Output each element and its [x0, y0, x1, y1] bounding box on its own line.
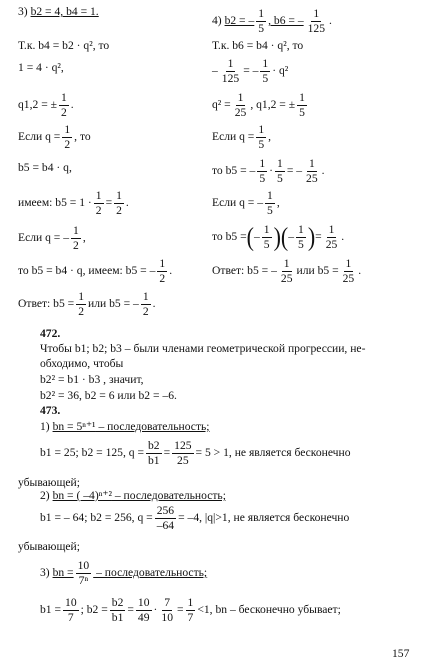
right-q-values: q² = $\frac{1}{25}$ , q1,2 = ± $\frac{1}{5}$ — [212, 91, 305, 119]
left-then-b5: то b5 = b4 · q, имеем: b5 = – $\frac{1}{2}$ . — [18, 257, 173, 285]
right-if-negative: Если q = – $\frac{1}{5}$ , — [212, 189, 280, 217]
left-q-values: q1,2 = ± $\frac{1}{2}$ . — [18, 91, 74, 119]
left-have: имеем: b5 = 1 · $\frac{1}{2}$ = $\frac{1}{2}$ . — [18, 189, 129, 217]
left-condition: b2 = 4, b4 = 1. — [30, 5, 99, 18]
fraction: $\frac{1}{5}$ — [262, 57, 269, 85]
fraction: $\frac{1}{2}$ — [64, 123, 71, 151]
fraction: $\frac{10}{\text{7ⁿ}}$ — [77, 559, 90, 587]
fraction: $\frac{1}{2}$ — [61, 91, 67, 119]
fraction: $\frac{1}{5}$ — [299, 91, 305, 119]
fraction: $\frac{1}{125}$ — [307, 7, 326, 35]
fraction: $\frac{1}{2}$ — [95, 189, 102, 217]
problem-473-number: 473. — [40, 404, 61, 417]
fraction: $\frac{10}{49}$ — [137, 596, 150, 624]
case-3-header: 3) bn = $\frac{10}{\text{7ⁿ}}$ – последовательность; — [40, 559, 208, 587]
right-if-positive: Если q = $\frac{1}{5}$ , — [212, 123, 272, 151]
fraction: $\frac{1}{5}$ — [298, 223, 304, 251]
right-case-header: 4) b2 = – $\frac{1}{5}$ , b6 = – $\frac{1}{125}$ . — [212, 7, 332, 35]
right-answer: Ответ: b5 = – $\frac{1}{25}$ или b5 = $\frac{1}{25}$ . — [212, 257, 362, 285]
page-number: 157 — [392, 647, 410, 660]
left-answer: Ответ: b5 = $\frac{1}{2}$ или b5 = – $\frac{1}{2}$ . — [18, 290, 156, 318]
fraction: $\frac{1}{2}$ — [159, 257, 166, 285]
fraction: $\frac{1}{25}$ — [325, 223, 338, 251]
case-1-wrap: убывающей; — [18, 476, 80, 489]
fraction: $\frac{b2}{b1}$ — [148, 439, 160, 467]
case-3-sequence: bn = $\frac{10}{\text{7ⁿ}}$ – последовательность; — [52, 559, 208, 587]
case-1-values: b1 = 25; b2 = 125, q = $\frac{b2}{b1}$ = $\frac{125}{25}$ = 5 > 1, не является бесконечно — [40, 439, 351, 467]
fraction: $\frac{b2}{b1}$ — [111, 596, 124, 624]
right-since: Т.к. b6 = b4 · q², то — [212, 39, 304, 52]
fraction: $\frac{1}{5}$ — [258, 123, 265, 151]
problem-472-line2: обходимо, чтобы — [40, 357, 124, 370]
left-equation: 1 = 4 · q², — [18, 61, 64, 74]
left-if-positive: Если q = $\frac{1}{2}$ , то — [18, 123, 91, 151]
fraction: $\frac{1}{5}$ — [277, 157, 283, 185]
fraction: $\frac{1}{7}$ — [187, 596, 194, 624]
fraction: $\frac{10}{7}$ — [65, 596, 77, 624]
fraction: $\frac{1}{2}$ — [116, 189, 122, 217]
fraction: $\frac{1}{2}$ — [78, 290, 85, 318]
fraction: $\frac{1}{5}$ — [267, 189, 273, 217]
right-then-b5-neg: то b5 =(– $\frac{1}{5}$ )(– $\frac{1}{5}$ )= $\frac{1}{25}$ . — [212, 221, 345, 252]
case-2-header: 2) bn = ( –4)ⁿ⁺² – последовательность; — [40, 489, 226, 502]
fraction: $\frac{1}{125}$ — [221, 57, 240, 85]
fraction: $\frac{125}{25}$ — [174, 439, 192, 467]
problem-472-line1: Чтобы b1; b2; b3 – были членами геометрической прогрессии, не- — [40, 342, 366, 355]
case-1-header: 1) bn = 5ⁿ⁺¹ – последовательность; — [40, 420, 210, 433]
fraction: $\frac{1}{5}$ — [263, 223, 270, 251]
fraction: $\frac{1}{25}$ — [342, 257, 355, 285]
left-b5-formula: b5 = b4 · q, — [18, 161, 72, 174]
fraction: $\frac{1}{25}$ — [280, 257, 293, 285]
fraction: $\frac{1}{5}$ — [259, 157, 266, 185]
case-2-sequence: bn = ( –4)ⁿ⁺² – последовательность; — [52, 489, 226, 502]
case-2-wrap: убывающей; — [18, 540, 80, 553]
problem-472-line3: b2² = b1 · b3 , значит, — [40, 373, 144, 386]
fraction: $\frac{1}{25}$ — [306, 157, 318, 185]
fraction: $\frac{7}{10}$ — [161, 596, 173, 624]
left-since: Т.к. b4 = b2 · q², то — [18, 39, 110, 52]
case-2-values: b1 = – 64; b2 = 256, q = $\frac{256}{-64}$ = –4, |q|>1, не является бесконечно — [40, 504, 350, 532]
right-condition: b2 = – $\frac{1}{5}$ , b6 = – $\frac{1}{125}$ — [224, 7, 326, 35]
left-if-negative: Если q = – $\frac{1}{2}$ , — [18, 224, 86, 252]
problem-472-line4: b2² = 36, b2 = 6 или b2 = –6. — [40, 389, 177, 402]
fraction: $\frac{1}{2}$ — [73, 224, 79, 252]
left-case-header: 3) b2 = 4, b4 = 1. — [18, 5, 99, 18]
fraction: $\frac{256}{-64}$ — [156, 504, 175, 532]
right-equation: – $\frac{1}{125}$ = – $\frac{1}{5}$ · q² — [212, 57, 289, 85]
fraction: $\frac{1}{25}$ — [234, 91, 247, 119]
fraction: $\frac{1}{5}$ — [258, 7, 265, 35]
case-1-sequence: bn = 5ⁿ⁺¹ – последовательность; — [52, 420, 210, 433]
problem-472-number: 472. — [40, 327, 61, 340]
right-then-b5: то b5 = – $\frac{1}{5}$ · $\frac{1}{5}$ = – $\frac{1}{25}$ . — [212, 157, 325, 185]
case-3-values: b1 = $\frac{10}{7}$ ; b2 = $\frac{b2}{b1}$ = $\frac{10}{49}$ · $\frac{7}{10}$ = $\frac{1}{7}$ <1, bn – бесконечно убывает; — [40, 596, 341, 624]
fraction: $\frac{1}{2}$ — [142, 290, 149, 318]
